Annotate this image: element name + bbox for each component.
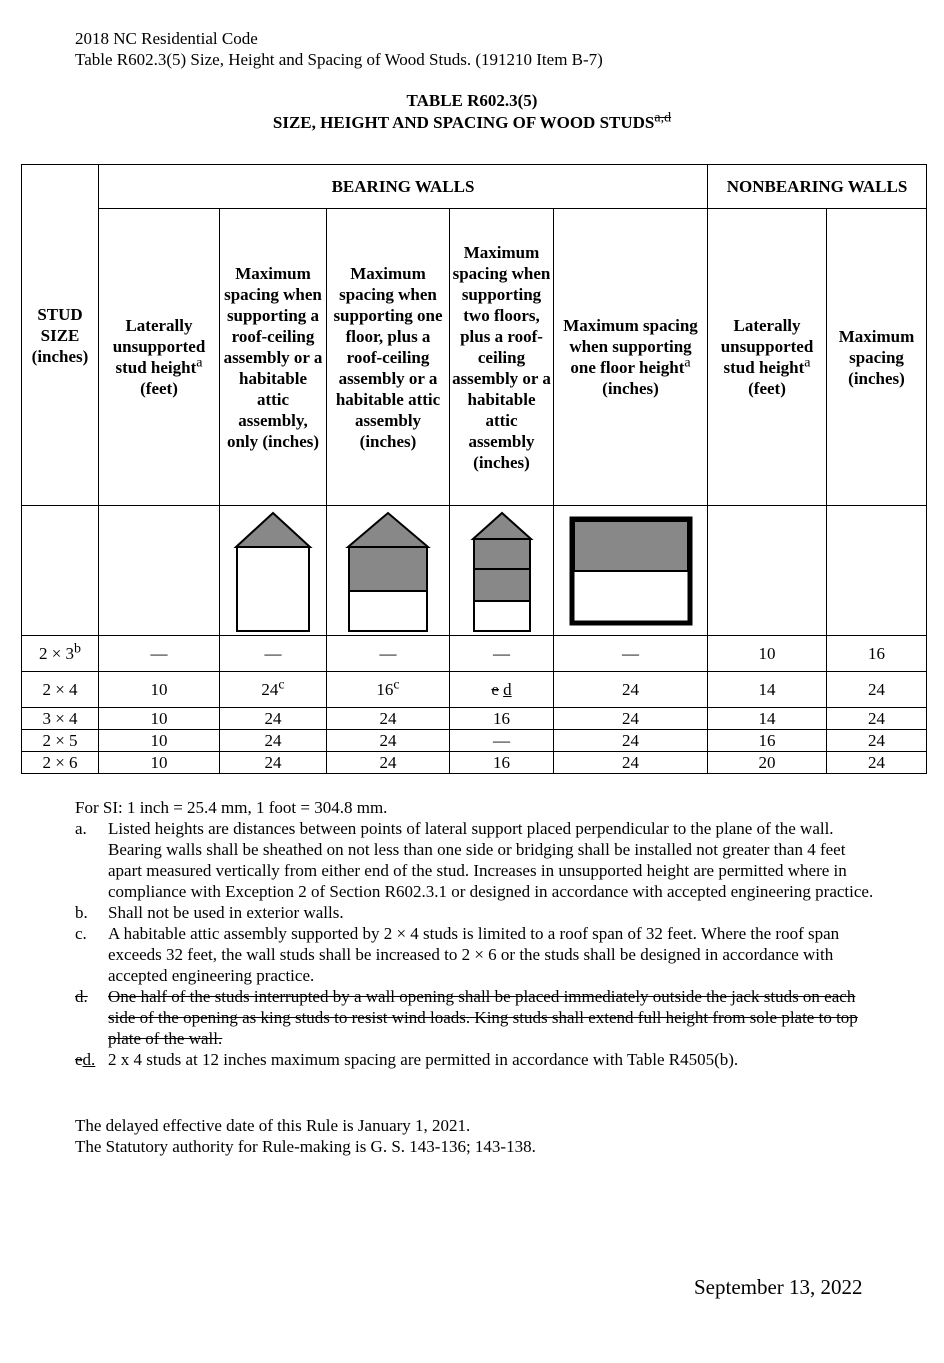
table-cell: 10 [99, 708, 220, 730]
note-text: 2 x 4 studs at 12 inches maximum spacing are permitted in accordance with Table R4505(b). [108, 1050, 739, 1069]
table-cell: 16 [827, 636, 927, 672]
table-row [22, 672, 927, 708]
table-cell: 14 [708, 672, 827, 708]
table-cell: 10 [99, 672, 220, 708]
table-cell: — [450, 636, 554, 672]
header-bearing-height [99, 209, 220, 506]
table-row [22, 752, 927, 774]
footnote-ref-a: a [684, 355, 691, 371]
note-key: d. [75, 987, 88, 1006]
note-text: Shall not be used in exterior walls. [108, 903, 344, 922]
header-roof-only: Maximum spacing when supporting a roof-ceiling assembly or a habitable attic assembly, only (inches) [220, 209, 327, 506]
header-line-2: Table R602.3(5) Size, Height and Spacing of Wood Studs. (191210 Item B-7) [75, 50, 603, 69]
rule-footer [75, 1115, 536, 1157]
note-d-deleted [75, 986, 875, 1049]
stud-size: 2 × 4 [22, 672, 99, 708]
footnote-ref-a: a [196, 355, 203, 371]
note-b [75, 902, 875, 923]
table-cell: 16 [450, 708, 554, 730]
table-notes [75, 797, 875, 1070]
cell-value: 24 [261, 679, 279, 699]
table-cell: 16 [450, 752, 554, 774]
struck-ref: e [491, 679, 499, 699]
header-one-floor-height-label: Maximum spacing when supporting one floor height [563, 316, 698, 377]
header-nonbearing-spacing: Maximum spacing (inches) [827, 209, 927, 506]
diagram-cell-empty [22, 506, 99, 636]
si-conversion-note: For SI: 1 inch = 25.4 mm, 1 foot = 304.8 mm. [75, 798, 388, 817]
table-cell: 24 [220, 708, 327, 730]
table-row [22, 708, 927, 730]
table-cell [450, 672, 554, 708]
table-cell: 20 [708, 752, 827, 774]
table-cell: 24 [554, 752, 708, 774]
stud-size: 3 × 4 [22, 708, 99, 730]
stud-size: 2 × 6 [22, 752, 99, 774]
table-title-text: SIZE, HEIGHT AND SPACING OF WOOD STUDS [272, 113, 655, 132]
header-nonbearing-walls: NONBEARING WALLS [708, 165, 927, 209]
table-cell: 24 [327, 752, 450, 774]
note-text: A habitable attic assembly supported by 2 × 4 studs is limited to a roof span of 32 feet. Where the roof span exceeds 32 feet, the wall studs shall be increased to 2 × 6 or the studs shall be designed in accordance with accepted engineering practice. [108, 924, 840, 985]
document-header [75, 28, 603, 70]
header-bearing-height-unit: (feet) [140, 379, 178, 398]
table-cell: — [220, 636, 327, 672]
note-key: c. [75, 924, 87, 943]
diagram-cell-empty [708, 506, 827, 636]
stud-size: 2 × 3 [38, 643, 75, 663]
header-nonbearing-height-label: Laterally unsupported stud height [720, 316, 814, 377]
table-cell: 24 [827, 708, 927, 730]
diagram-cell-empty [827, 506, 927, 636]
table-cell: 24 [827, 752, 927, 774]
header-bearing-height-label: Laterally unsupported stud height [112, 316, 206, 377]
diagram-floor-height-cell [554, 506, 708, 636]
note-c [75, 923, 875, 986]
table-cell: 24 [554, 730, 708, 752]
footnote-ref-c: c [393, 676, 400, 692]
note-key [75, 1049, 108, 1070]
added-ref: d [503, 679, 512, 699]
house-one-floor-diagram [345, 509, 431, 633]
table-cell: — [99, 636, 220, 672]
table-row [22, 636, 927, 672]
note-key: b. [75, 903, 88, 922]
table-cell: 16 [708, 730, 827, 752]
added-key: d. [82, 1050, 96, 1069]
table-cell: 24 [220, 752, 327, 774]
diagram-cell-empty [99, 506, 220, 636]
stud-table [21, 164, 927, 774]
table-cell: 24 [554, 708, 708, 730]
note-e [75, 1049, 875, 1070]
authority-line: The Statutory authority for Rule-making is G. S. 143-136; 143-138. [75, 1137, 536, 1156]
footnote-ref-a: a [804, 355, 811, 371]
struck-key: e [75, 1050, 83, 1069]
table-cell: — [554, 636, 708, 672]
table-cell: — [327, 636, 450, 672]
diagram-two-floors-cell [450, 506, 554, 636]
table-cell [327, 672, 450, 708]
house-two-floors-diagram [470, 509, 534, 633]
footnote-ref-b: b [74, 640, 82, 656]
header-line-1: 2018 NC Residential Code [75, 29, 258, 48]
footnote-ref-c: c [278, 676, 285, 692]
note-text: One half of the studs interrupted by a wall opening shall be placed immediately outside the jack studs on each side of the opening as king studs to resist wind loads. King studs shall extend full height from sole plate to top plate of the wall. [108, 987, 858, 1048]
table-cell: 10 [708, 636, 827, 672]
table-cell: 24 [327, 730, 450, 752]
header-one-floor-height [554, 209, 708, 506]
note-key: a. [75, 819, 87, 838]
table-title-name [0, 112, 944, 134]
header-stud-size: STUD SIZE (inches) [22, 165, 99, 506]
table-cell: 24 [827, 672, 927, 708]
header-one-floor: Maximum spacing when supporting one floor, plus a roof-ceiling assembly or a habitable attic assembly (inches) [327, 209, 450, 506]
floor-height-diagram [569, 516, 693, 626]
note-text: Listed heights are distances between points of lateral support placed perpendicular to the plane of the wall. Bearing walls shall be sheathed on not less than one side or bridging shall be installed not greater than 4 feet apart measured vertically from either end of the stud. Increases in unsupported height are permitted where in compliance with Exception 2 of Section R602.3.1 or designed in accordance with accepted engineering practice. [108, 819, 874, 901]
header-nonbearing-height-unit: (feet) [748, 379, 786, 398]
table-cell: 24 [827, 730, 927, 752]
stud-size: 2 × 5 [22, 730, 99, 752]
table-cell: 10 [99, 730, 220, 752]
table-cell: 24 [327, 708, 450, 730]
cell-value: 16 [376, 679, 394, 699]
table-cell: 14 [708, 708, 827, 730]
effective-date-line: The delayed effective date of this Rule is January 1, 2021. [75, 1116, 471, 1135]
stud-size-cell [22, 636, 99, 672]
header-bearing-walls: BEARING WALLS [99, 165, 708, 209]
diagram-one-floor-cell [327, 506, 450, 636]
table-cell: — [450, 730, 554, 752]
header-two-floors: Maximum spacing when supporting two floors, plus a roof-ceiling assembly or a habitable attic assembly (inches) [450, 209, 554, 506]
table-row [22, 730, 927, 752]
document-date: September 13, 2022 [694, 1275, 863, 1299]
table-cell: 24 [554, 672, 708, 708]
table-cell [220, 672, 327, 708]
table-title-number: TABLE R602.3(5) [406, 91, 538, 110]
note-a [75, 818, 875, 902]
house-roof-only-diagram [233, 509, 313, 633]
header-one-floor-height-unit: (inches) [602, 379, 659, 398]
diagram-roof-only-cell [220, 506, 327, 636]
table-cell: 10 [99, 752, 220, 774]
table-cell: 24 [220, 730, 327, 752]
header-nonbearing-height [708, 209, 827, 506]
title-footnote-struck: a,d [654, 110, 672, 126]
